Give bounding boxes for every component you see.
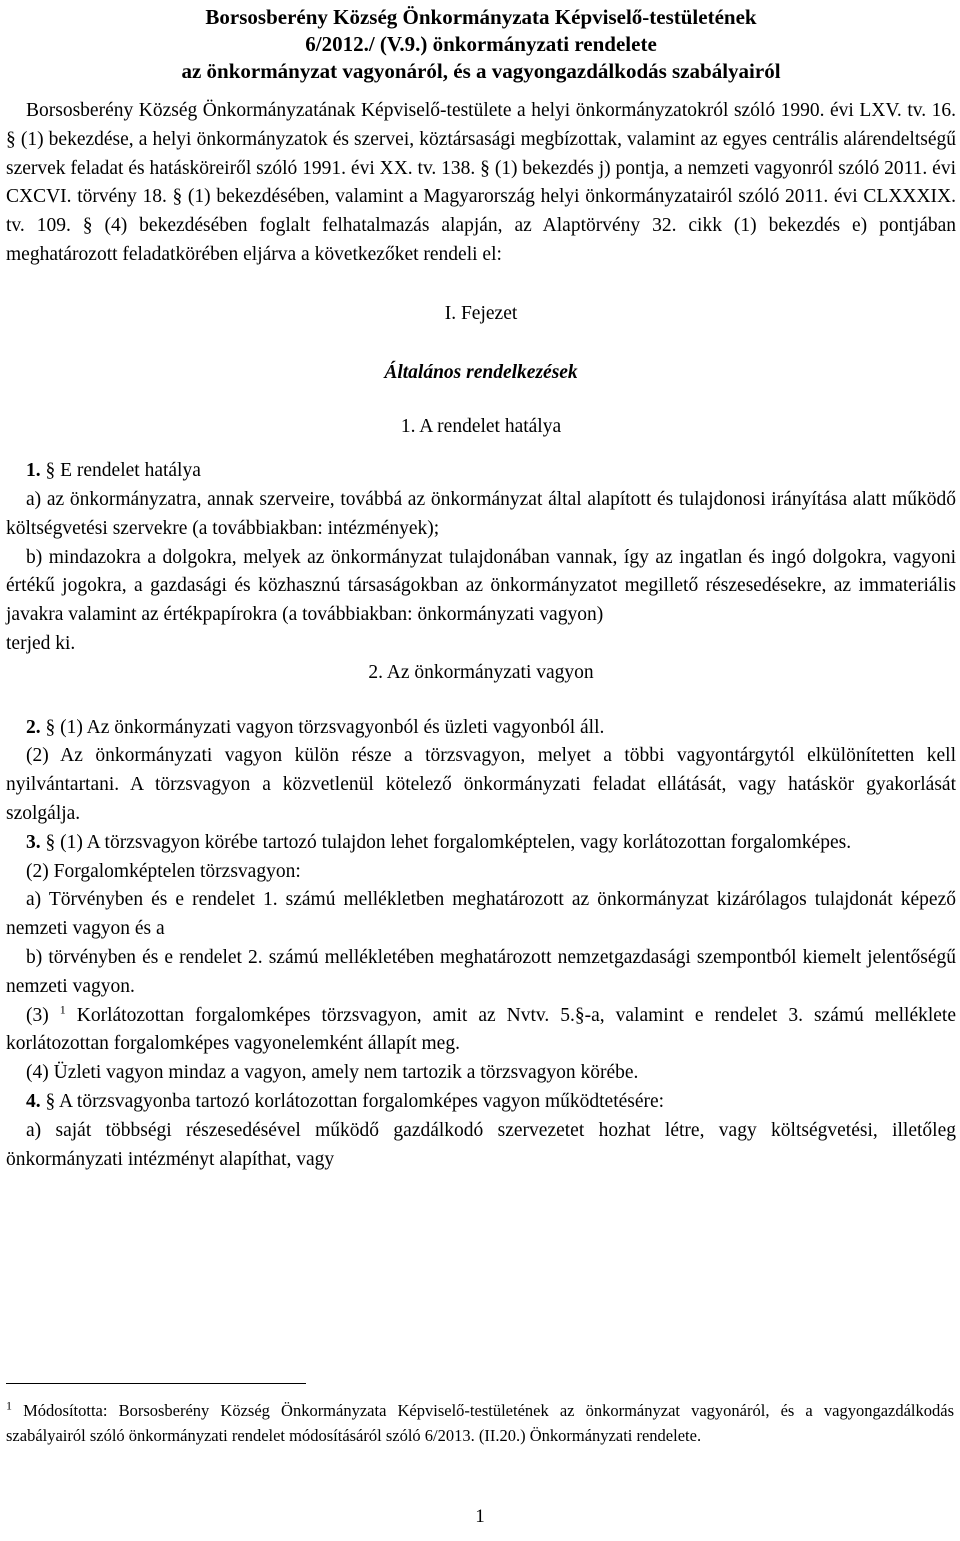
section-1-heading: 1. A rendelet hatálya	[400, 416, 562, 438]
paragraph-2-1-text: § (1) Az önkormányzati vagyon törzsvagyonból és üzleti vagyonból áll.	[40, 716, 605, 738]
paragraph-3-1-text: § (1) A törzsvagyon körébe tartozó tulajdon lehet forgalomképtelen, vagy korlátozottan forgalomképes.	[40, 831, 852, 853]
page-number: 1	[475, 1506, 485, 1527]
footnote-mark: 1	[6, 1398, 12, 1413]
paragraph-3-2-a: a) Törvényben és e rendelet 1. számú mellékletben meghatározott az önkormányzat kizárólagos tulajdonát képező nemzeti vagyon és a	[6, 889, 956, 940]
document-page	[6, 4, 956, 1174]
paragraph-2-2: (2) Az önkormányzati vagyon külön része a törzsvagyon, melyet a többi vagyontárgytól elkülönítetten kell nyilvántartani. A törzsvagyon a közvetlenül kötelező önkormányzati feladat ellátását, vagy hatáskör gyakorlását szolgálja.	[6, 745, 956, 824]
footnote-text: Módosította: Borsosberény Község Önkormányzata Képviselő-testületének az önkormányzat vagyonáról, és a vagyongazdálkodás szabályairól szóló önkormányzati rendelet módosításáról szóló 6/2013. (II.20.) Önkormányzati rendelete.	[6, 1401, 954, 1445]
paragraph-3-3-text: Korlátozottan forgalomképes törzsvagyon, amit az Nvtv. 5.§-a, valamint e rendelet 3. számú melléklete korlátozottan forgalomképes vagyonelemként állapít meg.	[6, 1004, 956, 1055]
paragraph-3-4: (4) Üzleti vagyon mindaz a vagyon, amely nem tartozik a törzsvagyon körébe.	[26, 1062, 639, 1084]
paragraph-3-number: 3.	[26, 831, 41, 853]
paragraph-1-lead	[6, 457, 956, 486]
paragraph-1-point-a: a) az önkormányzatra, annak szerveire, továbbá az önkormányzat által alapított és tulajdonosi irányítása alatt működő költségvetési szervekre (a továbbiakban: intézmények);	[6, 488, 956, 539]
paragraph-3-3	[6, 1002, 956, 1060]
chapter-title: Általános rendelkezések	[384, 361, 578, 383]
paragraph-1-lead-text: § E rendelet hatálya	[40, 460, 201, 482]
footnote	[6, 1398, 954, 1448]
paragraph-1-end: terjed ki.	[6, 632, 76, 654]
paragraph-3-3-prefix: (3)	[26, 1004, 60, 1026]
section-2-heading: 2. Az önkormányzati vagyon	[368, 661, 594, 683]
footnote-divider	[6, 1383, 306, 1384]
title-line-1: Borsosberény Község Önkormányzata Képviselő-testületének	[205, 5, 757, 29]
paragraph-3-1	[6, 829, 956, 858]
chapter-number: I. Fejezet	[444, 302, 518, 324]
paragraph-3-2: (2) Forgalomképtelen törzsvagyon:	[26, 860, 301, 882]
paragraph-1-number: 1.	[26, 460, 41, 482]
paragraph-4-1	[6, 1088, 956, 1117]
paragraph-3-2-b: b) törvényben és e rendelet 2. számú mellékletében meghatározott nemzetgazdasági szempontból kiemelt jelentőségű nemzeti vagyon.	[6, 946, 956, 997]
paragraph-1-point-b: b) mindazokra a dolgokra, melyek az önkormányzat tulajdonában vannak, így az ingatlan és ingó dolgokra, vagyoni értékű jogokra, a gazdasági és közhasznú társaságokban az önkormányzatot megillető részesedésekre, az immateriális javakra valamint az értékpapírokra (a továbbiakban: önkormányzati vagyon)	[6, 546, 956, 626]
preamble: Borsosberény Község Önkormányzatának Képviselő-testülete a helyi önkormányzatokról szóló 1990. évi LXV. tv. 16. § (1) bekezdése, a helyi önkormányzatok és szervei, köztársasági megbízottak, valamint az egyes centrális alárendeltségű szervek feladat és hatásköreiről szóló 1991. évi XX. tv. 138. § (1) bekezdés j) pontja, a nemzeti vagyonról szóló 2011. évi CXCVI. törvény 18. § (1) bekezdésében, valamint a Magyarország helyi önkormányzatairól szóló 2011. évi CLXXXIX. tv. 109. § (4) bekezdésében foglalt felhatalmazás alapján, az Alaptörvény 32. cikk (1) bekezdés e) pontjában meghatározott feladatkörében eljárva a következőket rendeli el:	[6, 100, 956, 265]
title-line-2: 6/2012./ (V.9.) önkormányzati rendelete	[305, 32, 657, 56]
paragraph-2-1	[6, 714, 956, 743]
paragraph-2-number: 2.	[26, 716, 41, 738]
paragraph-4-1-text: § A törzsvagyonba tartozó korlátozottan forgalomképes vagyon működtetésére:	[40, 1090, 665, 1112]
footnote-reference: 1	[59, 1002, 66, 1017]
paragraph-4-number: 4.	[26, 1090, 41, 1112]
title-line-3: az önkormányzat vagyonáról, és a vagyongazdálkodás szabályairól	[181, 59, 781, 83]
paragraph-4-a: a) saját többségi részesedésével működő gazdálkodó szervezetet hozhat létre, vagy költségvetési, illetőleg önkormányzati intézményt alapíthat, vagy	[6, 1119, 956, 1170]
